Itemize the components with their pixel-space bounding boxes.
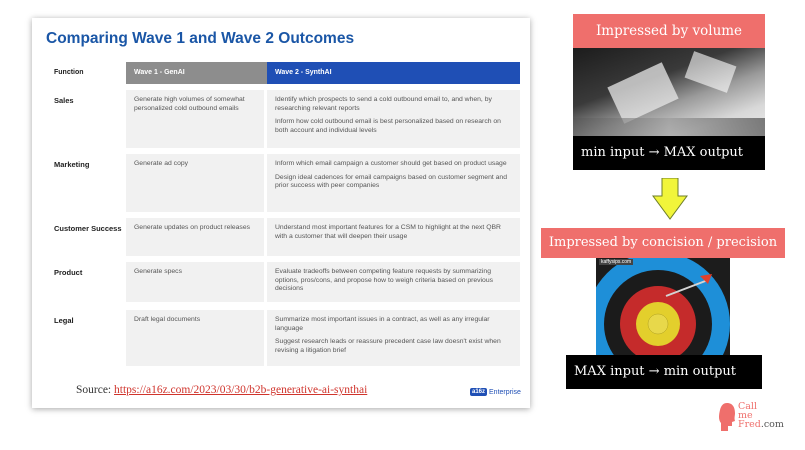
row-wave2 xyxy=(267,218,520,256)
wave2-point: Suggest research leads or reassure precedent case law doesn't exist when revising a litigation brief xyxy=(275,338,501,354)
wave2-point: Inform which email campaign a customer should get based on product usage xyxy=(275,160,507,167)
header-function: Function xyxy=(54,69,84,76)
row-function: Marketing xyxy=(54,160,90,169)
wave2-point: Summarize most important issues in a contract, as well as any irregular language xyxy=(275,316,490,332)
flying-paper-shape xyxy=(685,51,737,93)
brand-text xyxy=(738,402,784,429)
row-wave2 xyxy=(267,90,520,148)
row-function: Product xyxy=(54,268,83,277)
wave2-point: Design ideal cadences for email campaigns based on customer segment and prior success with peer companies xyxy=(275,173,507,189)
wave2-point: Inform how cold outbound email is best personalized based on research on both account and individual levels xyxy=(275,118,501,134)
source-label: Source: xyxy=(76,384,112,396)
table-row-customer-success xyxy=(48,218,520,256)
head-silhouette-icon xyxy=(718,402,736,432)
a16z-enterprise-logo xyxy=(470,386,521,398)
header-wave2: Wave 2 - SynthAI xyxy=(267,62,520,84)
row-wave1: Draft legal documents xyxy=(126,310,264,366)
slide-title: Comparing Wave 1 and Wave 2 Outcomes xyxy=(46,30,355,47)
banner-impressed-by-volume: Impressed by volume xyxy=(573,14,765,48)
comparison-table xyxy=(48,62,520,354)
paper-shredder-photo xyxy=(573,48,765,146)
row-wave1: Generate specs xyxy=(126,262,264,302)
header-wave1: Wave 1 - GenAI xyxy=(126,62,267,84)
brand-line-fred: Fred xyxy=(738,419,761,430)
brand-suffix: .com xyxy=(760,419,784,430)
wave2-point: Understand most important features for a CSM to highlight at the next QBR with a customer that will deepen their usage xyxy=(275,224,501,240)
row-wave1: Generate updates on product releases xyxy=(126,218,264,256)
row-wave1: Generate ad copy xyxy=(126,154,264,212)
wave2-point: Evaluate tradeoffs between competing feature requests by summarizing options, pros/cons, and propose how to weigh criteria based on previous decisions xyxy=(275,268,494,292)
photo-watermark: kaffysips.com xyxy=(601,259,632,265)
row-function: Sales xyxy=(54,96,74,105)
brand-line-call: Call xyxy=(738,401,758,412)
table-header xyxy=(48,62,520,84)
table-row-product xyxy=(48,262,520,302)
flying-paper-shape xyxy=(607,62,678,124)
wave2-point: Identify which prospects to send a cold outbound email to, and when, by researching relevant reports xyxy=(275,96,492,112)
row-function: Legal xyxy=(54,316,74,325)
brand-line-me: me xyxy=(738,410,753,421)
row-wave2 xyxy=(267,310,520,366)
caption-min-input-max-output: min input → MAX output xyxy=(573,136,765,170)
call-me-fred-logo xyxy=(718,402,784,432)
table-row-sales xyxy=(48,90,520,148)
down-arrow-icon xyxy=(652,178,688,220)
table-row-legal xyxy=(48,310,520,366)
row-wave2 xyxy=(267,262,520,302)
slide-card xyxy=(32,18,530,408)
row-wave2 xyxy=(267,154,520,212)
a16z-logo-mark: a16z xyxy=(472,389,486,395)
row-function: Customer Success xyxy=(54,224,122,233)
a16z-logo-text: Enterprise xyxy=(489,388,521,396)
table-row-marketing xyxy=(48,154,520,212)
source-link[interactable]: https://a16z.com/2023/03/30/b2b-generative-ai-synthai xyxy=(114,384,368,396)
row-wave1: Generate high volumes of somewhat personalized cold outbound emails xyxy=(126,90,264,148)
source-line xyxy=(76,384,367,396)
banner-impressed-by-concision: Impressed by concision / precision xyxy=(541,228,785,258)
caption-max-input-min-output: MAX input → min output xyxy=(566,355,762,389)
